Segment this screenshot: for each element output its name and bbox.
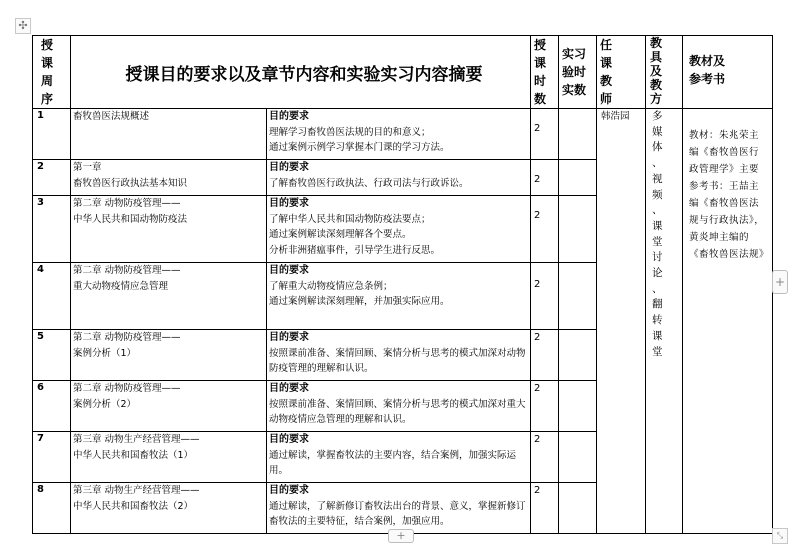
goals-cell: 目的要求 按照课前准备、案情回顾、案情分析与思考的模式加深对动物防疫管理的理解和认识。 (267, 330, 531, 381)
goals-cell: 目的要求 了解畜牧兽医行政执法、行政司法与行政诉讼。 (267, 160, 531, 196)
goals-cell: 目的要求 通过解读，了解新修订畜牧法出台的背景、意义，掌握新修订畜牧法的主要特征，结合案例，加强应用。 (267, 483, 531, 534)
lab-hours (559, 381, 597, 432)
table-resize-handle[interactable]: ⤡ (772, 528, 788, 544)
lecture-hours: 2 (531, 109, 559, 160)
lab-hours (559, 160, 597, 196)
chapter-cell: 第二章 动物防疫管理—— 中华人民共和国动物防疫法 (71, 196, 267, 263)
lecture-hours: 2 (531, 330, 559, 381)
course-schedule-table (32, 35, 773, 534)
goals-cell: 目的要求 通过解读，掌握畜牧法的主要内容，结合案例，加强实际运用。 (267, 432, 531, 483)
table-move-handle[interactable]: ✣ (15, 18, 31, 34)
add-column-button[interactable]: + (772, 270, 788, 294)
header-lecture-hours: 授 课 时 数 (531, 36, 559, 109)
lecture-hours: 2 (531, 263, 559, 330)
chapter-cell: 第二章 动物防疫管理—— 重大动物疫情应急管理 (71, 263, 267, 330)
lab-hours (559, 330, 597, 381)
teaching-methods-cell: 多 媒 体 、 视 频 、 课 堂 讨 论 、 翻 转 课 堂 (646, 109, 683, 534)
table-row (33, 109, 773, 160)
goals-cell: 目的要求 理解学习畜牧兽医法规的目的和意义； 通过案例示例学习掌握本门课的学习方法。 (267, 109, 531, 160)
lab-hours (559, 263, 597, 330)
goals-cell: 目的要求 了解重大动物疫情应急条例； 通过案例解读深刻理解，并加强实际应用。 (267, 263, 531, 330)
header-week-order: 授 课 周 序 (33, 36, 71, 109)
week-number: 1 (33, 109, 71, 160)
lecture-hours: 2 (531, 381, 559, 432)
chapter-cell: 第二章 动物防疫管理—— 案例分析（2） (71, 381, 267, 432)
add-row-button[interactable]: + (388, 529, 414, 543)
week-number: 7 (33, 432, 71, 483)
lab-hours (559, 483, 597, 534)
chapter-cell: 第三章 动物生产经营管理—— 中华人民共和国畜牧法（1） (71, 432, 267, 483)
lecture-hours: 2 (531, 432, 559, 483)
lab-hours (559, 109, 597, 160)
week-number: 2 (33, 160, 71, 196)
lecture-hours: 2 (531, 196, 559, 263)
chapter-cell: 第三章 动物生产经营管理—— 中华人民共和国畜牧法（2） (71, 483, 267, 534)
lab-hours (559, 196, 597, 263)
header-teacher: 任 课 教 师 (597, 36, 646, 109)
header-content-title: 授课目的要求以及章节内容和实验实习内容摘要 (71, 36, 531, 109)
week-number: 8 (33, 483, 71, 534)
week-number: 6 (33, 381, 71, 432)
header-textbooks: 教材及 参考书 (683, 36, 773, 109)
week-number: 5 (33, 330, 71, 381)
header-teaching-tools: 教 具 及 教 方 (646, 36, 683, 109)
lab-hours (559, 432, 597, 483)
lecture-hours: 2 (531, 483, 559, 534)
week-number: 4 (33, 263, 71, 330)
textbooks-cell: 教材：朱兆荣主编《畜牧兽医行政管理学》主要参考书：王喆主编《畜牧兽医法规与行政执法》，黄炎坤主编的《畜牧兽医法规》 (683, 109, 773, 534)
chapter-cell: 畜牧兽医法规概述 (71, 109, 267, 160)
teacher-cell: 韩浩园 (597, 109, 646, 534)
chapter-cell: 第一章 畜牧兽医行政执法基本知识 (71, 160, 267, 196)
lecture-hours: 2 (531, 160, 559, 196)
chapter-cell: 第二章 动物防疫管理—— 案例分析（1） (71, 330, 267, 381)
week-number: 3 (33, 196, 71, 263)
header-row (33, 36, 773, 109)
header-lab-hours: 实习 验时 实数 (559, 36, 597, 109)
goals-cell: 目的要求 按照课前准备、案情回顾、案情分析与思考的模式加深对重大动物疫情应急管理的理解和认识。 (267, 381, 531, 432)
goals-cell: 目的要求 了解中华人民共和国动物防疫法要点； 通过案例解读深刻理解各个要点。 分析非洲猪瘟事件，引导学生进行反思。 (267, 196, 531, 263)
